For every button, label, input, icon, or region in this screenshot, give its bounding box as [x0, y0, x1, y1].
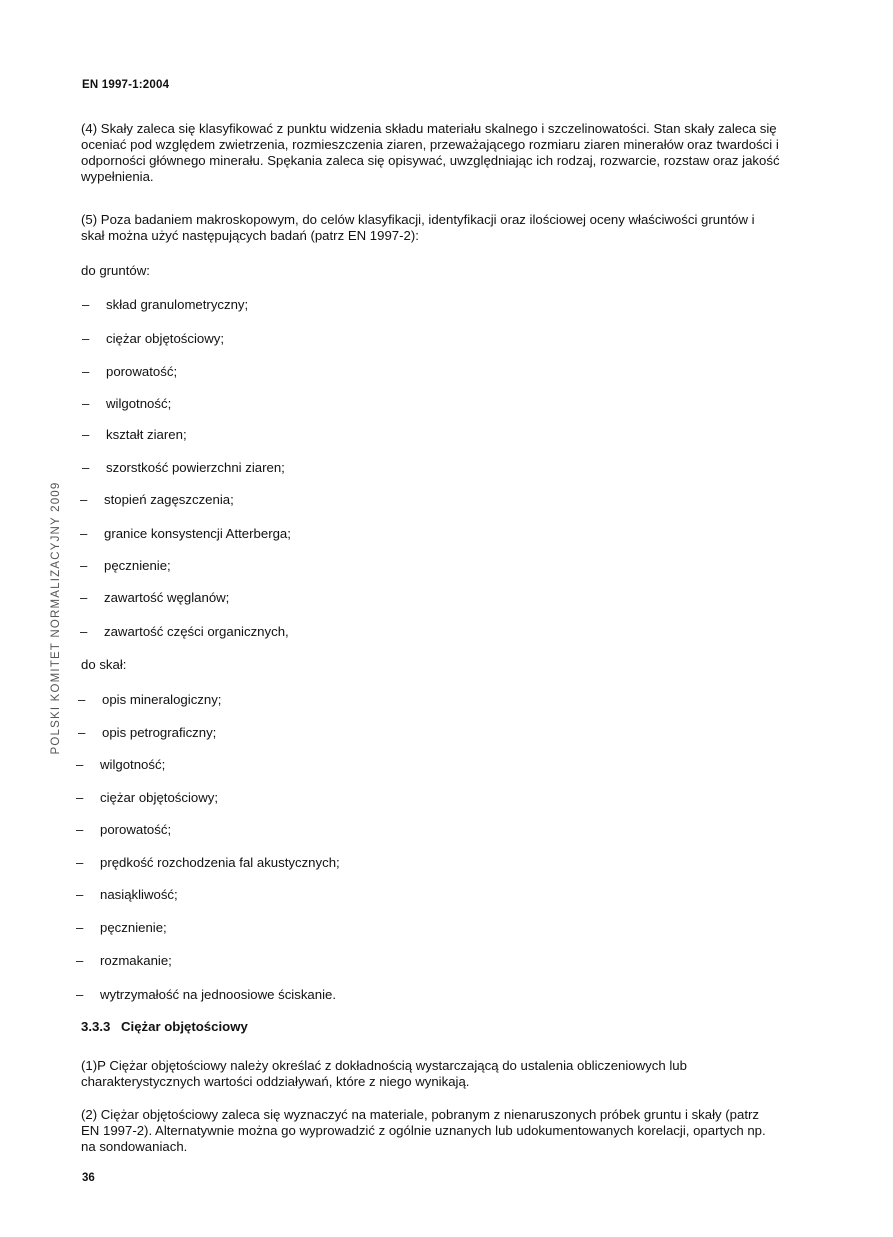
list-item: [76, 757, 165, 772]
list-item-text: rozmakanie;: [100, 953, 172, 968]
list-item-text: granice konsystencji Atterberga;: [104, 526, 291, 541]
dash-bullet: –: [76, 953, 84, 968]
dash-bullet: –: [82, 297, 90, 312]
dash-bullet: –: [82, 364, 90, 379]
list-item-text: stopień zagęszczenia;: [104, 492, 234, 507]
list-item-text: wytrzymałość na jednoosiowe ściskanie.: [100, 987, 337, 1002]
list-item: [76, 887, 178, 902]
dash-bullet: –: [76, 757, 84, 772]
list-item-text: opis petrograficzny;: [102, 725, 217, 740]
list-item-text: kształt ziaren;: [106, 427, 187, 442]
list-item: [78, 725, 216, 740]
dash-bullet: –: [82, 427, 90, 442]
list-item-text: pęcznienie;: [100, 920, 167, 935]
list-item: [76, 987, 336, 1002]
dash-bullet: –: [80, 558, 88, 573]
list-item-text: wilgotność;: [100, 757, 166, 772]
list-item-text: zawartość części organicznych,: [104, 624, 289, 639]
rocks-label: do skał:: [81, 657, 127, 672]
dash-bullet: –: [78, 725, 86, 740]
section-paragraph-2: (2) Ciężar objętościowy zaleca się wyznaczyć na materiale, pobranym z nienaruszonych próbek gruntu i skały (patrz EN 1997-2). Alternatywnie można go wyprowadzić z ogólnie uznanych lub udokumentowanych korelacji, opartych np. na sondowaniach.: [81, 1107, 766, 1154]
list-item-text: skład granulometryczny;: [106, 297, 249, 312]
list-item-text: prędkość rozchodzenia fal akustycznych;: [100, 855, 340, 870]
dash-bullet: –: [78, 692, 86, 707]
list-item-text: porowatość;: [106, 364, 178, 379]
list-item: [80, 526, 291, 541]
dash-bullet: –: [82, 460, 90, 475]
list-item-text: nasiąkliwość;: [100, 887, 178, 902]
list-item: [76, 822, 171, 837]
list-item-text: zawartość węglanów;: [104, 590, 230, 605]
list-item-text: ciężar objętościowy;: [100, 790, 219, 805]
page-number: 36: [82, 1172, 95, 1184]
list-item-text: ciężar objętościowy;: [106, 331, 225, 346]
dash-bullet: –: [76, 855, 84, 870]
watermark: POLSKI KOMITET NORMALIZACYJNY 2009: [50, 481, 62, 755]
list-item: [78, 692, 221, 707]
list-item: [80, 590, 229, 605]
list-item: [82, 396, 171, 411]
soils-label: do gruntów:: [81, 263, 150, 278]
list-item: [82, 331, 224, 346]
list-item-text: porowatość;: [100, 822, 172, 837]
list-item: [82, 364, 177, 379]
list-item: [76, 920, 167, 935]
section-number: 3.3.3: [81, 1019, 111, 1034]
paragraph-5: (5) Poza badaniem makroskopowym, do celów klasyfikacji, identyfikacji oraz ilościowej oceny właściwości gruntów i skał można użyć następujących badań (patrz EN 1997-2):: [81, 212, 755, 243]
list-item: [76, 790, 218, 805]
list-item: [80, 558, 171, 573]
list-item: [82, 460, 285, 475]
section-heading: [81, 1019, 248, 1034]
list-item: [80, 624, 289, 639]
dash-bullet: –: [80, 526, 88, 541]
dash-bullet: –: [76, 887, 84, 902]
paragraph-4: (4) Skały zaleca się klasyfikować z punktu widzenia składu materiału skalnego i szczelinowatości. Stan skały zaleca się oceniać pod względem zwietrzenia, rozmieszczenia ziaren, przeważającego rozmiaru ziaren minerałów oraz twardości i odporności głównego minerału. Spękania zaleca się opisywać, uwzględniając ich rodzaj, rozwarcie, rozstaw oraz jakość wypełnienia.: [81, 121, 780, 184]
dash-bullet: –: [76, 790, 84, 805]
dash-bullet: –: [76, 920, 84, 935]
list-item-text: pęcznienie;: [104, 558, 171, 573]
dash-bullet: –: [80, 492, 88, 507]
dash-bullet: –: [76, 987, 84, 1002]
dash-bullet: –: [80, 624, 88, 639]
list-item: [76, 855, 340, 870]
section-paragraph-1: (1)P Ciężar objętościowy należy określać z dokładnością wystarczającą do ustalenia obliczeniowych lub charakterystycznych wartości oddziaływań, które z niego wynikają.: [81, 1058, 687, 1089]
section-title: Ciężar objętościowy: [121, 1019, 248, 1034]
list-item-text: szorstkość powierzchni ziaren;: [106, 460, 285, 475]
dash-bullet: –: [80, 590, 88, 605]
dash-bullet: –: [82, 331, 90, 346]
list-item-text: opis mineralogiczny;: [102, 692, 222, 707]
dash-bullet: –: [76, 822, 84, 837]
list-item: [76, 953, 172, 968]
document-header: EN 1997-1:2004: [82, 79, 170, 91]
list-item: [80, 492, 234, 507]
list-item: [82, 297, 248, 312]
dash-bullet: –: [82, 396, 90, 411]
list-item-text: wilgotność;: [106, 396, 172, 411]
list-item: [82, 427, 187, 442]
